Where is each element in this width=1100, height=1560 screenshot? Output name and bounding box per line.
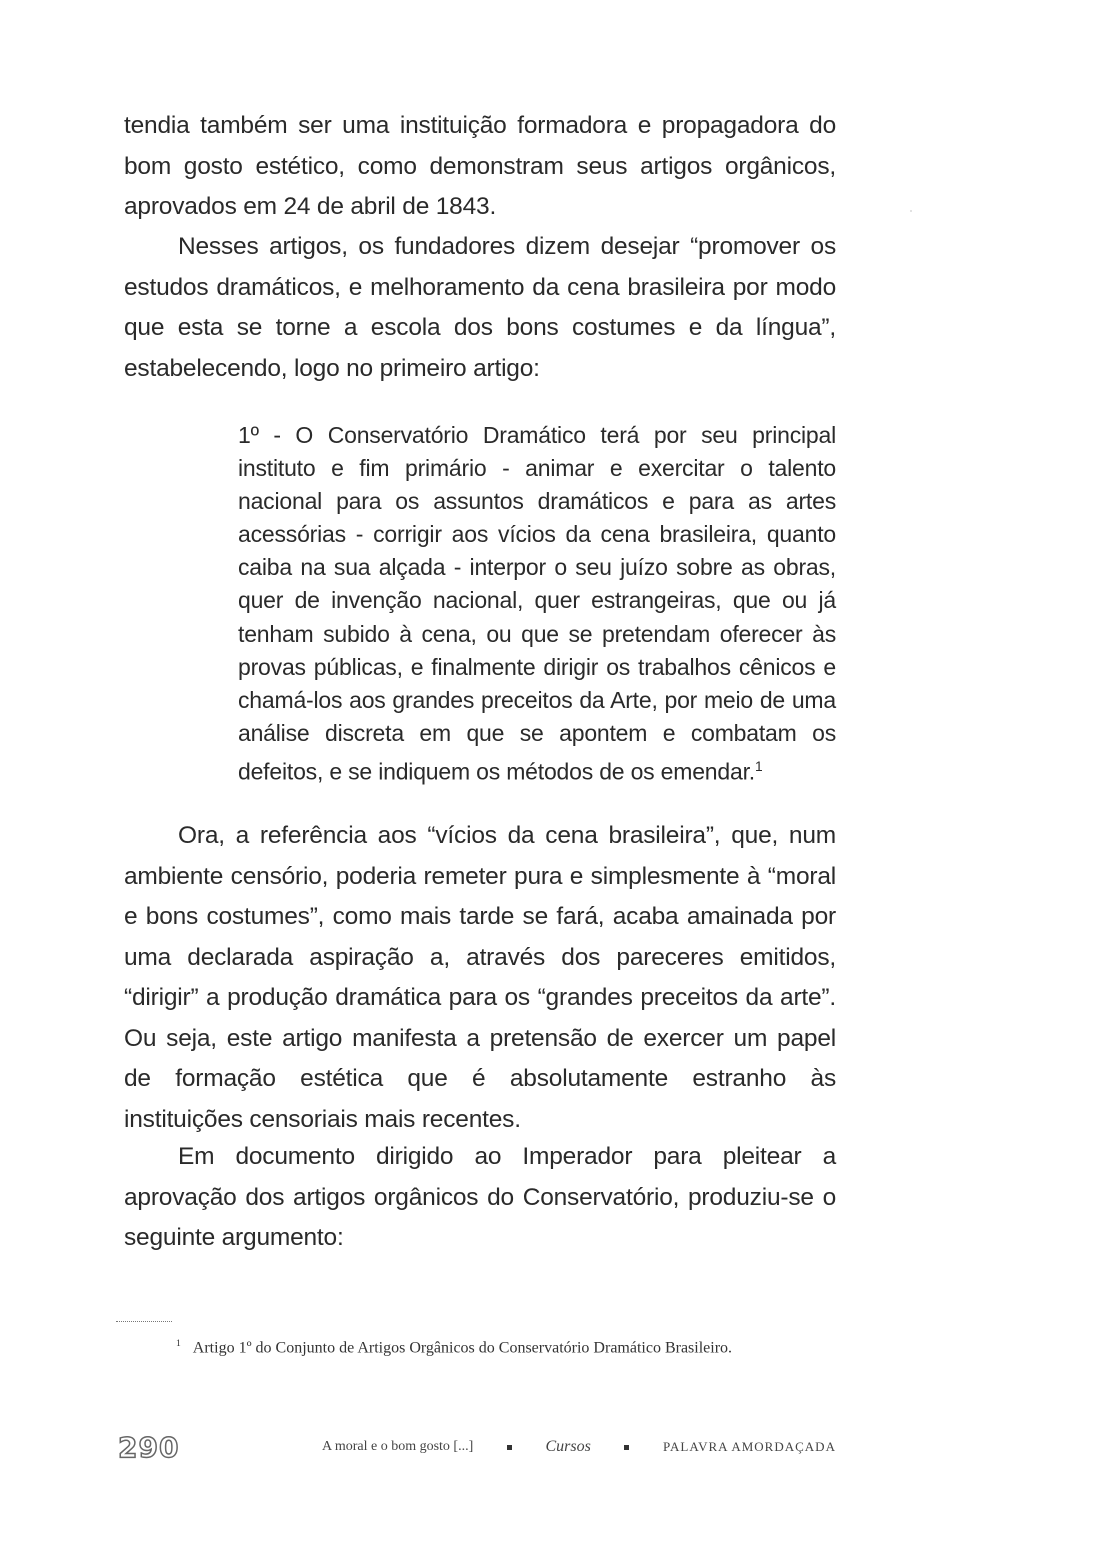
body-paragraph-1: tendia também ser uma instituição formadora e propagadora do bom gosto estético, como demonstram seus artigos orgânicos, aprovados em 24 de abril de 1843. <box>124 112 836 220</box>
body-paragraph-2: Nesses artigos, os fundadores dizem desejar “promover os estudos dramáticos, e melhoramento da cena brasileira por modo que esta se torne a escola dos bons costumes e da língua”, estabelecendo, logo no primeiro artigo: <box>124 233 836 382</box>
footnote-text: Artigo 1º do Conjunto de Artigos Orgânicos do Conservatório Dramático Brasileiro. <box>192 1339 733 1357</box>
body-paragraph-3: Ora, a referência aos “vícios da cena brasileira”, que, num ambiente censório, poderia remeter pura e simplesmente à “moral e bons costumes”, como mais tarde se fará, acaba amainada por uma declarada aspiração a, através dos pareceres emitidos, “dirigir” a produção dramática para os “grandes preceitos da arte”. Ou seja, este artigo manifesta a pretensão de exercer um papel de formação estética que é absolutamente estranho às instituições censoriais mais recentes. <box>124 822 836 1133</box>
scan-speck <box>910 210 912 212</box>
footnote-marker: 1 <box>176 1338 181 1349</box>
running-footer <box>322 1438 836 1456</box>
footnote <box>176 1333 836 1359</box>
footer-bullet-icon <box>507 1445 512 1450</box>
footer-bullet-icon <box>624 1445 629 1450</box>
block-quote <box>238 419 836 789</box>
quote-text: 1º - O Conservatório Dramático terá por seu principal instituto e fim primário - animar e exercitar o talento nacional para os assuntos dramáticos e para as artes acessórias - corrigir aos vícios da cena brasileira, quanto caiba na sua alçada - interpor o seu juízo sobre as obras, quer de invenção nacional, quer estrangeiras, que ou já tenham subido à cena, ou que se pretendam oferecer às provas públicas, e finalmente dirigir os trabalhos cênicos e chamá-los aos grandes preceitos da Arte, por meio de uma análise discreta em que se apontem e combatam os defeitos, e se indiquem os métodos de os emendar. <box>238 422 836 785</box>
footer-section: PALAVRA AMORDAÇADA <box>663 1439 836 1454</box>
footer-book-title: A moral e o bom gosto [...] <box>322 1439 474 1454</box>
page-number: 290 <box>118 1431 180 1464</box>
footnote-reference[interactable]: 1 <box>754 758 763 774</box>
footnote-separator <box>116 1321 172 1322</box>
body-paragraph-4: Em documento dirigido ao Imperador para pleitear a aprovação dos artigos orgânicos do Conservatório, produziu-se o seguinte argumento: <box>124 1143 836 1251</box>
footer-series: Cursos <box>545 1438 591 1455</box>
